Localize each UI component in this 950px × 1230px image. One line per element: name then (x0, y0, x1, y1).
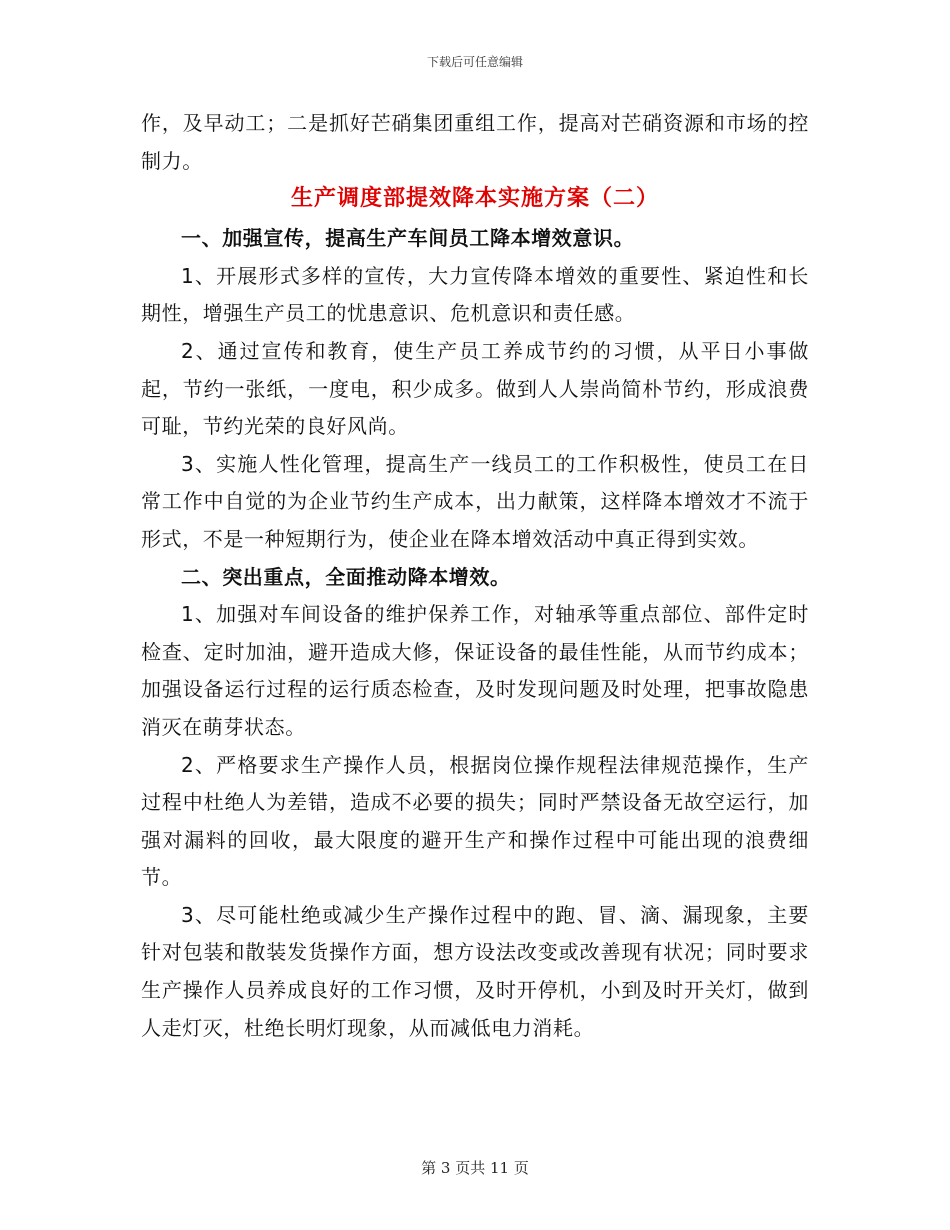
page-footer: 第 3 页共 11 页 (421, 1159, 529, 1177)
section-1-heading: 一、加强宣传，提高生产车间员工降本增效意识。 (181, 226, 635, 251)
section-1-paragraph-1: 1、开展形式多样的宣传，大力宣传降本增效的重要性、紧迫性和长期性，增强生产员工的忧患意识、危机意识和责任感。 (141, 263, 809, 326)
page-header: 下载后可任意编辑 (426, 55, 523, 69)
section-2-heading: 二、突出重点，全面推动降本增效。 (181, 564, 511, 589)
section-1-paragraph-3: 3、实施人性化管理，提高生产一线员工的工作积极性，使员工在日常工作中自觉的为企业节约生产成本，出力献策，这样降本增效才不流于形式，不是一种短期行为，使企业在降本增效活动中真正得到实效。 (141, 451, 809, 551)
section-2-paragraph-2: 2、严格要求生产操作人员，根据岗位操作规程法律规范操作，生产过程中杜绝人为差错，造成不必要的损失；同时严禁设备无故空运行，加强对漏料的回收，最大限度的避开生产和操作过程中可能出现的浪费细节。 (141, 752, 809, 890)
section-2-paragraph-3: 3、尽可能杜绝或减少生产操作过程中的跑、冒、滴、漏现象，主要针对包装和散装发货操作方面，想方设法改变或改善现有状况；同时要求生产操作人员养成良好的工作习惯，及时开停机，小到及时开关灯，做到人走灯灭，杜绝长明灯现象，从而减低电力消耗。 (141, 902, 809, 1040)
continuation-paragraph: 作，及早动工；二是抓好芒硝集团重组工作，提高对芒硝资源和市场的控制力。 (141, 111, 809, 173)
section-2-paragraph-1: 1、加强对车间设备的维护保养工作，对轴承等重点部位、部件定时检查、定时加油，避开造成大修，保证设备的最佳性能，从而节约成本；加强设备运行过程的运行质态检查，及时发现问题及时处理，把事故隐患消灭在萌芽状态。 (141, 602, 809, 739)
section-1-paragraph-2: 2、通过宣传和教育，使生产员工养成节约的习惯，从平日小事做起，节约一张纸，一度电，积少成多。做到人人崇尚简朴节约，形成浪费可耻，节约光荣的良好风尚。 (141, 338, 809, 439)
document-body (141, 105, 809, 1047)
document-title: 生产调度部提效降本实施方案（二） (290, 186, 659, 212)
